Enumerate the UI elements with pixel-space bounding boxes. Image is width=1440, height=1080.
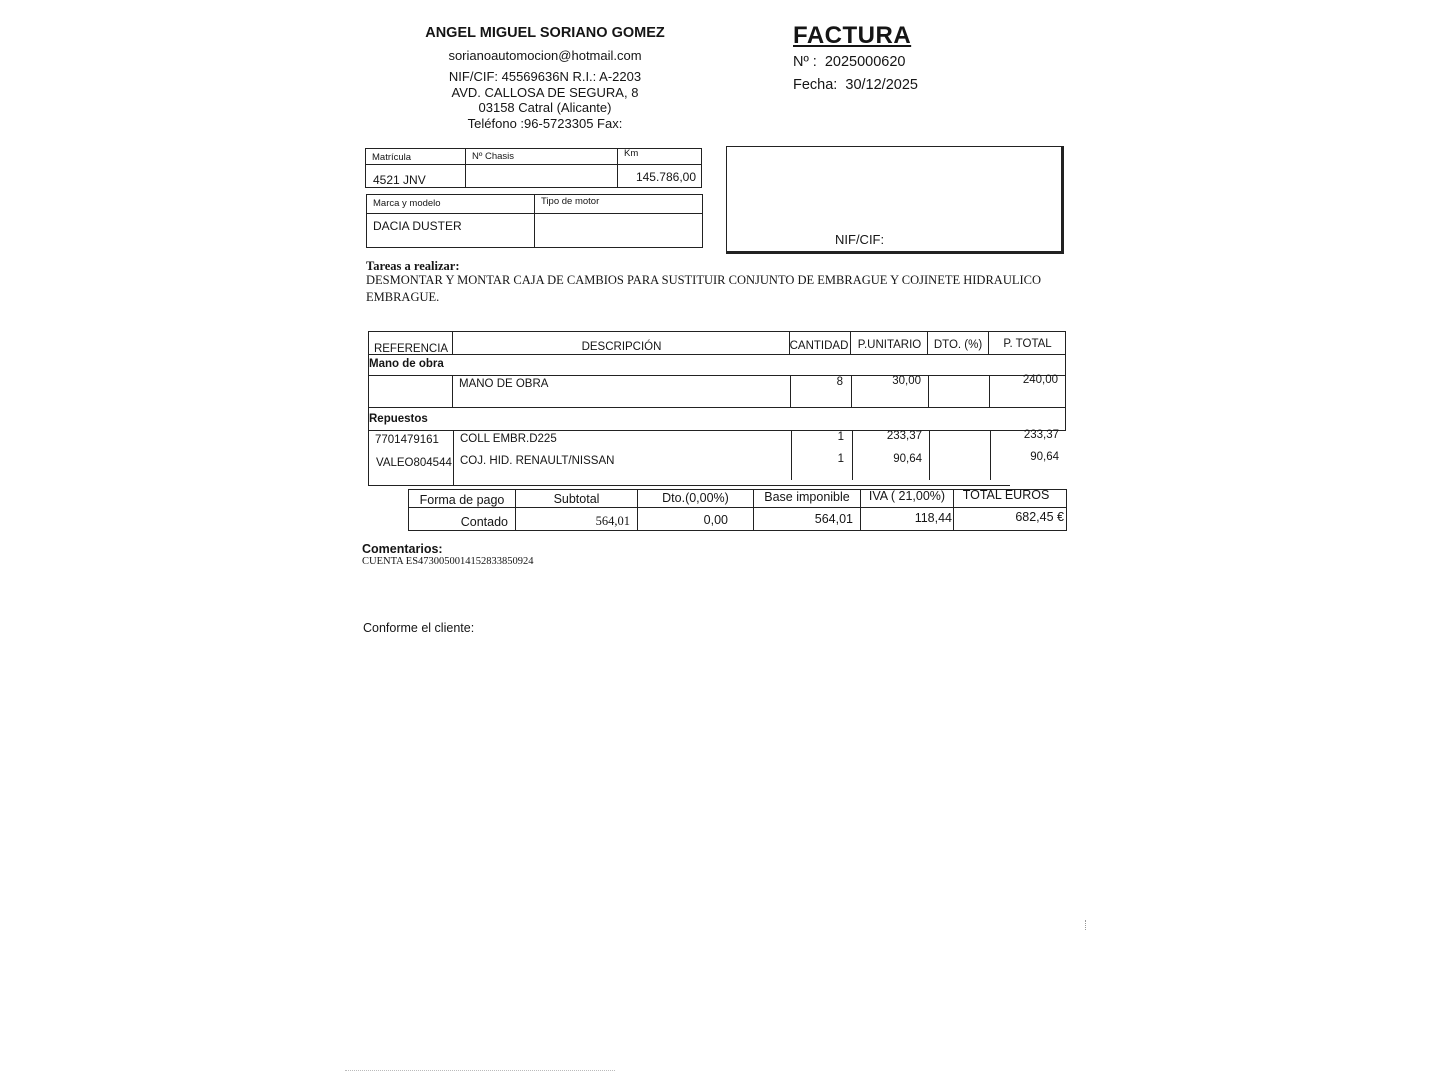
totals-header-forma-pago: Forma de pago [419,493,505,507]
client-nif-label: NIF/CIF: [835,232,885,247]
labor-descripcion: MANO DE OBRA [459,378,549,390]
totals-total: 682,45 € [1015,510,1064,524]
totals-subtotal: 564,01 [595,514,630,528]
totals-base: 564,01 [814,512,853,526]
header-referencia: REFERENCIA [373,343,449,355]
marca-label: Marca y modelo [373,198,441,209]
header-unitario: P.UNITARIO [857,339,922,351]
totals-iva: 118,44 [914,511,952,525]
header-cantidad: CANTIDAD [789,340,849,352]
part-1-descripcion: COLL EMBR.D225 [460,433,557,445]
invoice-number-label: Nº : [793,54,817,70]
part-1-referencia: 7701479161 [375,434,439,446]
totals-dto: 0,00 [703,513,728,527]
labor-section-label: Mano de obra [369,358,444,370]
parts-section-label: Repuestos [369,413,428,425]
matricula-label: Matrícula [372,152,412,163]
chasis-label: Nº Chasis [472,151,515,162]
totals-header-base: Base imponible [764,490,850,504]
header-total: P. TOTAL [1003,338,1052,350]
matricula-value: 4521 JNV [373,173,426,187]
issuer-block [380,26,710,131]
issuer-name: ANGEL MIGUEL SORIANO GOMEZ [425,25,665,41]
labor-total: 240,00 [1022,374,1058,386]
part-1-unitario: 233,37 [886,430,922,442]
part-2-total: 90,64 [1030,451,1059,463]
invoice-number: 2025000620 [824,54,906,70]
issuer-email: sorianoautomocion@hotmail.com [448,47,642,63]
totals-header-iva: IVA ( 21,00%) [868,489,946,503]
marca-value: DACIA DUSTER [373,219,462,233]
totals-header-subtotal: Subtotal [553,492,600,506]
invoice-date-label: Fecha: [793,77,838,93]
client-box [726,146,1064,254]
comments-label: Comentarios: [362,542,443,556]
totals-header-total: TOTAL EUROS [962,488,1050,502]
tasks-line-1: DESMONTAR Y MONTAR CAJA DE CAMBIOS PARA SUSTITUIR CONJUNTO DE EMBRAGUE Y COJINETE HIDRAULICO [366,273,1042,287]
totals-forma-pago: Contado [460,515,508,529]
comments-text: CUENTA ES4730050014152833850924 [362,556,534,567]
totals-header-dto: Dto.(0,00%) [662,491,729,505]
invoice-title: FACTURA [793,22,912,49]
km-label: Km [624,148,639,159]
conforme-label: Conforme el cliente: [363,621,475,635]
issuer-city: 03158 Catral (Alicante) [478,100,612,115]
scan-edge [345,1070,615,1071]
invoice-number-line [793,54,906,70]
tasks-line-2: EMBRAGUE. [366,290,440,304]
part-1-cantidad: 1 [837,431,844,443]
header-dto: DTO. (%) [933,339,983,351]
invoice-date-line [793,77,918,93]
part-2-cantidad: 1 [837,453,844,465]
part-2-descripcion: COJ. HID. RENAULT/NISSAN [460,455,615,467]
km-value: 145.786,00 [635,170,696,184]
part-1-total: 233,37 [1023,429,1059,441]
issuer-phone: Teléfono :96-5723305 Fax: [467,115,623,131]
header-descripcion: DESCRIPCIÓN [581,341,662,353]
motor-label: Tipo de motor [541,196,600,207]
part-2-referencia: VALEO804544 [376,457,452,469]
scan-mark [1085,920,1087,930]
issuer-nif: NIF/CIF: 45569636N R.I.: A-2203 [448,69,642,84]
invoice-date: 30/12/2025 [845,77,918,93]
tasks-label: Tareas a realizar: [366,259,460,273]
labor-cantidad: 8 [836,376,843,388]
issuer-address: AVD. CALLOSA DE SEGURA, 8 [451,84,639,100]
part-2-unitario: 90,64 [893,453,922,465]
labor-unitario: 30,00 [892,375,921,387]
